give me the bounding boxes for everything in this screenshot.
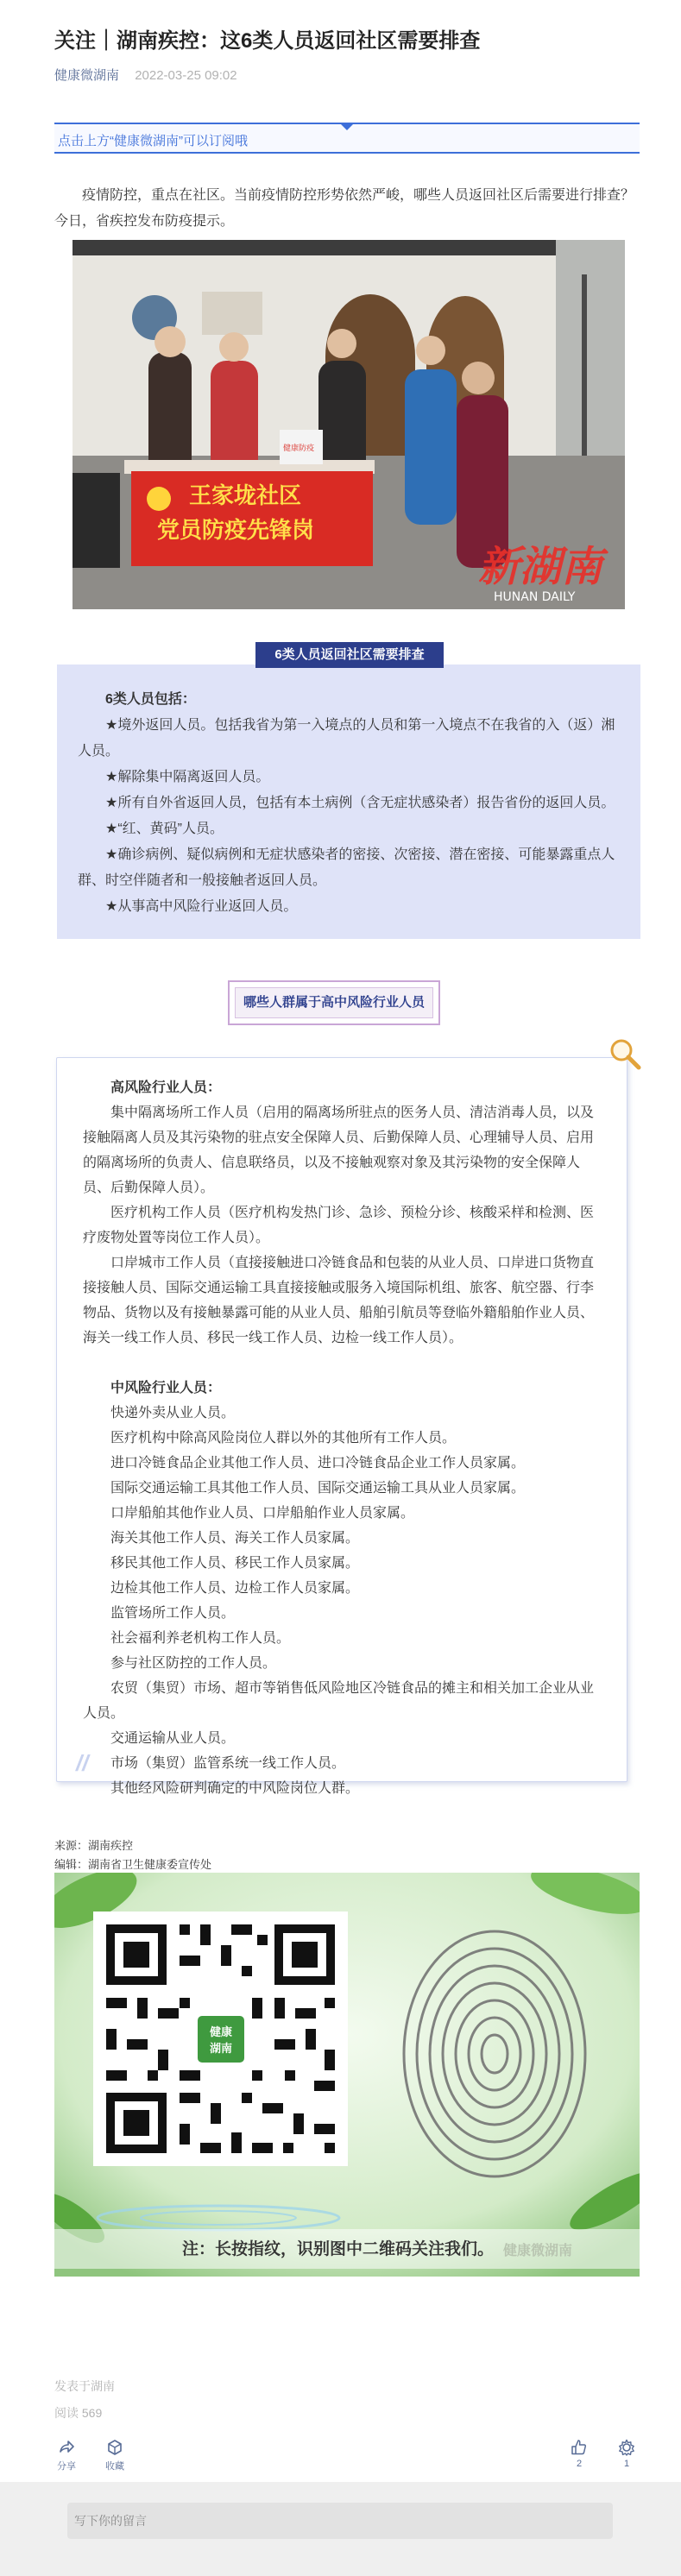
read-count: 阅读 569 <box>54 2406 103 2420</box>
share-label: 分享 <box>57 2461 76 2472</box>
favorite-icon <box>106 2439 123 2456</box>
like-button[interactable] <box>562 2439 596 2469</box>
six-types-item: ★确诊病例、疑似病例和无症状感染者的密接、次密接、潜在密接、可能暴露重点人群、时空伴随者和一般接触者返回人员。 <box>78 847 615 888</box>
mid-risk-item: 社会福利养老机构工作人员。 <box>110 1631 291 1646</box>
qr-code[interactable] <box>93 1912 348 2166</box>
qr-logo-line2: 湖南 <box>209 2043 233 2056</box>
six-types-box <box>57 664 640 939</box>
mid-risk-item: 海关其他工作人员、海关工作人员家属。 <box>110 1531 360 1546</box>
community-checkpoint-photo <box>73 240 625 609</box>
small-sign: 健康防疫 <box>283 444 315 453</box>
favorite-label: 收藏 <box>105 2461 124 2472</box>
high-risk-item: 集中隔离场所工作人员（启用的隔离场所驻点的医务人员、清洁消毒人员，以及接触隔离人员及其污染物的驻点安全保障人员、后勤保障人员、心理辅导人员、启用的隔离场所的负责人、信息联络员，以及不接触观察对象及其污染物的安全保障人员、后勤保障人员）。 <box>83 1105 595 1195</box>
source-line: 来源：湖南疾控 <box>54 1839 134 1852</box>
mid-risk-item: 快递外卖从业人员。 <box>110 1406 236 1420</box>
six-types-heading: 6类人员包括： <box>105 692 196 707</box>
follow-banner[interactable] <box>54 123 640 154</box>
qr-logo-line1: 健康 <box>209 2026 233 2039</box>
share-icon <box>58 2439 75 2456</box>
six-types-title: 6类人员返回社区需要排查 <box>255 642 444 668</box>
account-name-link[interactable]: 健康微湖南 <box>54 68 120 83</box>
risk-title: 哪些人群属于高中风险行业人员 <box>235 987 433 1018</box>
favorite-button[interactable] <box>98 2439 132 2472</box>
mid-risk-heading: 中风险行业人员： <box>110 1381 222 1395</box>
mid-risk-item: 边检其他工作人员、边检工作人员家属。 <box>110 1581 360 1596</box>
quote-decoration: // <box>76 1750 89 1776</box>
six-types-content <box>78 687 627 920</box>
sign-line-1: 王家垅社区 <box>189 483 302 509</box>
banner-pointer <box>339 123 355 130</box>
comment-area <box>0 2482 681 2576</box>
poster-caption: 注：长按指纹，识别图中二维码关注我们。 <box>54 2229 640 2269</box>
mid-risk-item: 市场（集贸）监管系统一线工作人员。 <box>110 1756 346 1771</box>
magnifier-icon <box>608 1036 642 1071</box>
six-types-item: ★从事高中风险行业返回人员。 <box>105 899 298 914</box>
like-count: 2 <box>576 2459 583 2469</box>
source-info <box>54 1836 211 1874</box>
article-meta <box>54 66 237 84</box>
mid-risk-item: 进口冷链食品企业其他工作人员、进口冷链食品企业工作人员家属。 <box>110 1456 526 1471</box>
intro-paragraph: 疫情防控，重点在社区。当前疫情防控形势依然严峻，哪些人员返回社区后需要进行排查？今日，省疾控发布防疫提示。 <box>54 188 635 229</box>
mid-risk-item: 医疗机构中除高风险岗位人群以外的其他所有工作人员。 <box>110 1431 457 1445</box>
published-location: 发表于湖南 <box>54 2379 115 2393</box>
wow-count: 1 <box>623 2459 630 2469</box>
follow-hint: 点击上方“健康微湖南”可以订阅哦 <box>58 134 248 148</box>
high-risk-item: 医疗机构工作人员（医疗机构发热门诊、急诊、预检分诊、核酸采样和检测、医疗废物处置等岗位工作人员）。 <box>83 1206 595 1245</box>
editor-line: 编辑：湖南省卫生健康委宣传处 <box>54 1858 212 1871</box>
spacer <box>83 1351 606 1376</box>
photo-watermark-sub: HUNAN DAILY <box>494 590 576 604</box>
risk-title-frame <box>228 980 440 1025</box>
mid-risk-item: 移民其他工作人员、移民工作人员家属。 <box>110 1556 360 1571</box>
follow-poster[interactable] <box>54 1873 640 2277</box>
six-types-item: ★“红、黄码”人员。 <box>105 822 224 836</box>
mid-risk-item: 农贸（集贸）市场、超市等销售低风险地区冷链食品的摊主和相关加工企业从业人员。 <box>83 1681 595 1721</box>
mid-risk-item: 其他经风险研判确定的中风险岗位人群。 <box>110 1781 360 1796</box>
mid-risk-item: 交通运输从业人员。 <box>110 1731 236 1746</box>
poster-brand: 健康微湖南 <box>503 2244 573 2258</box>
wow-button[interactable] <box>609 2439 644 2469</box>
high-risk-item: 口岸城市工作人员（直接接触进口冷链食品和包装的从业人员、口岸进口货物直接接触人员、国际交通运输工具直接接触或服务入境国际机组、旅客、航空器、行李物品、货物以及有接触暴露可能的从业人员、船舶引航员等登临外籍船舶作业人员、海关一线工作人员、移民一线工作人员、边检一线工作人员）。 <box>83 1256 595 1345</box>
article-title: 关注｜湖南疾控：这6类人员返回社区需要排查 <box>54 29 481 53</box>
photo-watermark: 新湖南 <box>478 543 603 591</box>
share-button[interactable] <box>49 2439 84 2472</box>
sign-line-2: 党员防疫先锋岗 <box>157 518 315 544</box>
mid-risk-item: 监管场所工作人员。 <box>110 1606 236 1621</box>
risk-box <box>56 1057 627 1796</box>
comment-input[interactable]: 写下你的留言 <box>67 2503 613 2539</box>
mid-risk-item: 口岸船舶其他作业人员、口岸船舶作业人员家属。 <box>110 1506 415 1521</box>
risk-content <box>83 1075 606 1801</box>
publish-date: 2022-03-25 09:02 <box>135 68 237 83</box>
six-types-item: ★境外返回人员。包括我省为第一入境点的人员和第一入境点不在我省的入（返）湘人员。 <box>78 718 615 759</box>
mid-risk-item: 参与社区防控的工作人员。 <box>110 1656 277 1671</box>
mid-risk-item: 国际交通运输工具其他工作人员、国际交通运输工具从业人员家属。 <box>110 1481 526 1496</box>
six-types-item: ★解除集中隔离返回人员。 <box>105 770 270 784</box>
thumbs-up-icon <box>571 2439 588 2456</box>
six-types-item: ★所有自外省返回人员，包括有本土病例（含无症状感染者）报告省份的返回人员。 <box>105 796 615 810</box>
high-risk-heading: 高风险行业人员： <box>110 1080 222 1095</box>
wow-icon <box>618 2439 635 2456</box>
